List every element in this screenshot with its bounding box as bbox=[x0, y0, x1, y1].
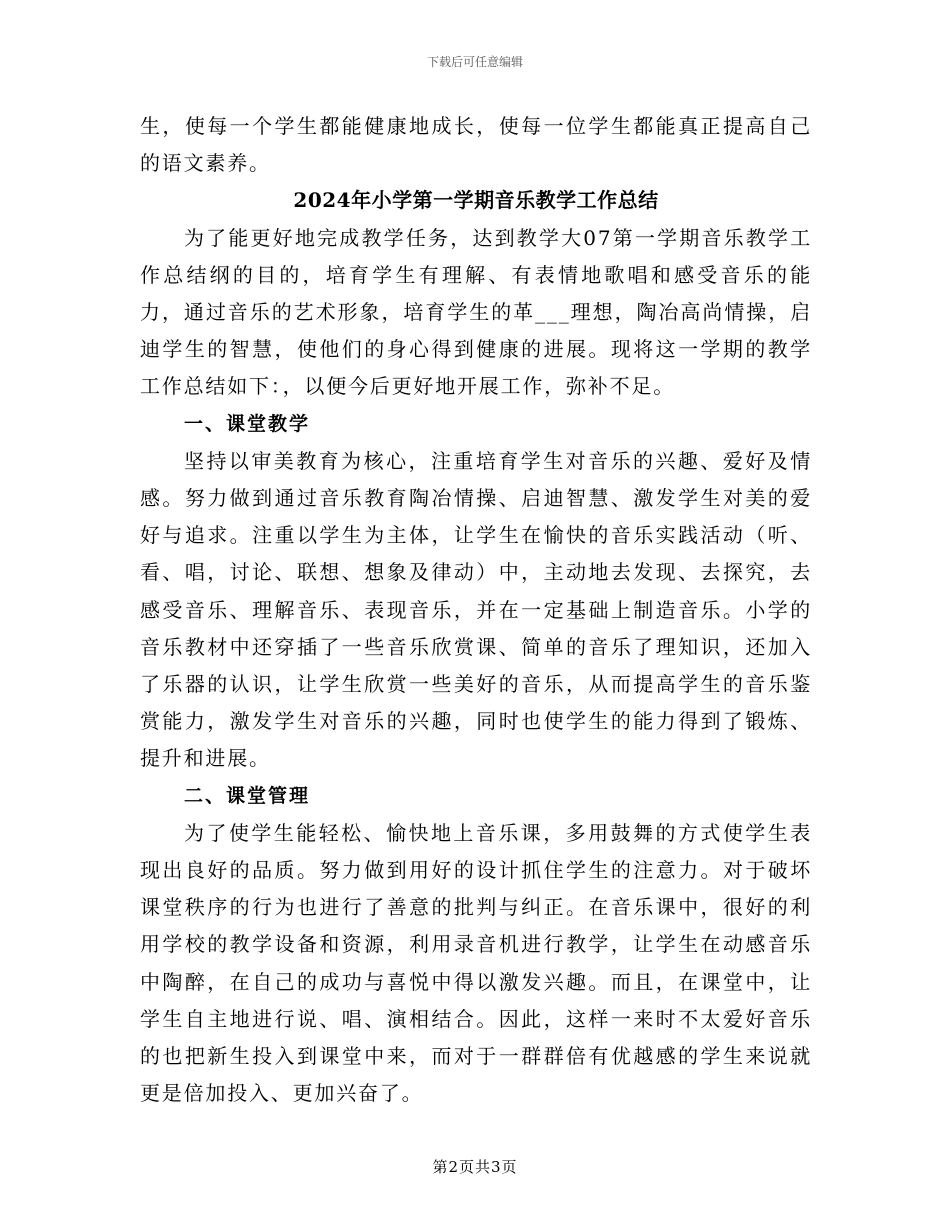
section-heading-classroom-management: 二、课堂管理 bbox=[184, 784, 311, 807]
section-body-classroom-management: 为了使学生能轻松、愉快地上音乐课，多用鼓舞的方式使学生表现出良好的品质。努力做到用好的设计抓住学生的注意力。对于破坏课堂秩序的行为也进行了善意的批判与纠正。在音乐课中，很好的利用学校的教学设备和资源，利用录音机进行教学，让学生在动感音乐中陶醉，在自己的成功与喜悦中得以激发兴趣。而且，在课堂中，让学生自主地进行说、唱、演相结合。因此，这样一来时不太爱好音乐的也把新生投入到课堂中来，而对于一群群倍有优越感的学生来说就更是倍加投入、更加兴奋了。 bbox=[140, 820, 812, 1106]
page-header: 下载后可任意编辑 bbox=[426, 55, 523, 69]
section-body-classroom-teaching: 坚持以审美教育为核心，注重培育学生对音乐的兴趣、爱好及情感。努力做到通过音乐教育陶冶情操、启迪智慧、激发学生对美的爱好与追求。注重以学生为主体，让学生在愉快的音乐实践活动（听、看、唱，讨论、联想、想象及律动）中，主动地去发现、去探究，去感受音乐、理解音乐、表现音乐，并在一定基础上制造音乐。小学的音乐教材中还穿插了一些音乐欣赏课、简单的音乐了理知识，还加入了乐器的认识，让学生欣赏一些美好的音乐，从而提高学生的音乐鉴赏能力，激发学生对音乐的兴趣，同时也使学生的能力得到了锻炼、提升和进展。 bbox=[140, 448, 812, 771]
page-footer: 第2页共3页 bbox=[432, 1158, 518, 1176]
intro-continuation: 生，使每一个学生都能健康地成长，使每一位学生都能真正提高自己的语文素养。 bbox=[140, 114, 812, 176]
document-title: 2024年小学第一学期音乐教学工作总结 bbox=[293, 188, 659, 213]
section-heading-classroom-teaching: 一、课堂教学 bbox=[184, 412, 311, 435]
document-body bbox=[140, 108, 812, 1112]
intro-paragraph: 为了能更好地完成教学任务，达到教学大07第一学期音乐教学工作总结纲的目的，培育学生有理解、有表情地歌唱和感受音乐的能力，通过音乐的艺术形象，培育学生的革___理想，陶冶高尚情操，启迪学生的智慧，使他们的身心得到健康的进展。现将这一学期的教学工作总结如下：，以便今后更好地开展工作，弥补不足。 bbox=[140, 225, 812, 399]
